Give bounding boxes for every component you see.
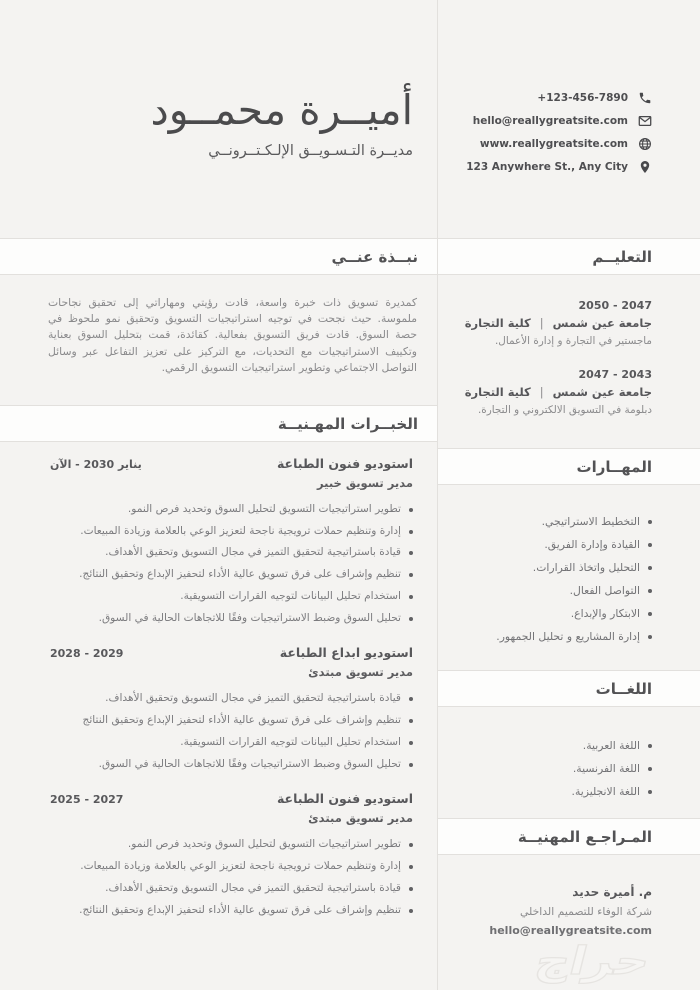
job-bullet bbox=[50, 736, 413, 750]
reference-name: م. أميرة حديد bbox=[572, 885, 652, 899]
contact-value: www.reallygreatsite.com bbox=[479, 137, 628, 150]
job-bullet-text: تحليل السوق وضبط الاستراتيجيات وفقًا للاتجاهات الحالية في السوق. bbox=[98, 757, 401, 770]
bullet-dot bbox=[409, 551, 413, 555]
contact-row bbox=[448, 159, 652, 174]
language-item bbox=[446, 785, 652, 799]
skill-item bbox=[446, 515, 652, 529]
skills-section-header bbox=[438, 448, 700, 485]
language-item-text: اللغة الفرنسية. bbox=[572, 762, 640, 776]
languages-list bbox=[438, 707, 700, 818]
skill-item-text: إدارة المشاريع و تحليل الجمهور. bbox=[496, 630, 640, 644]
bullet-dot bbox=[409, 719, 413, 723]
languages-section-header bbox=[438, 670, 700, 707]
job-bullet-text: استخدام تحليل البيانات لتوجيه القرارات التسويقية. bbox=[180, 589, 401, 602]
job-bullet bbox=[50, 612, 413, 626]
job-bullet bbox=[50, 860, 413, 874]
contact-value: +123-456-7890 bbox=[537, 91, 628, 104]
job-entry bbox=[50, 645, 413, 771]
education-entry bbox=[446, 368, 652, 418]
person-name: أميــرة محمــود bbox=[150, 86, 413, 134]
about-section bbox=[0, 275, 437, 405]
company-name: استوديو فنون الطباعة bbox=[276, 791, 413, 807]
bullet-dot bbox=[409, 865, 413, 869]
job-identity bbox=[280, 645, 413, 679]
job-bullet bbox=[50, 590, 413, 604]
pipe-divider: | bbox=[539, 384, 544, 399]
job-header bbox=[50, 645, 413, 679]
job-bullet-text: تنظيم وإشراف على فرق تسويق عالية الأداء لتحفيز الإبداع وتحقيق النتائج. bbox=[79, 903, 401, 916]
pipe-divider: | bbox=[539, 316, 544, 330]
contact-row bbox=[448, 136, 652, 151]
school-name: جامعة عين شمس bbox=[552, 384, 652, 399]
language-item-text: اللغة العربية. bbox=[582, 739, 640, 752]
references-section-header bbox=[438, 818, 700, 855]
job-bullet-text: تطوير استراتيجيات التسويق لتحليل السوق وتحديد فرص النمو. bbox=[127, 502, 401, 515]
job-bullet-text: تنظيم وإشراف على فرق تسويق عالية الأداء لتحفيز الإبداع وتحقيق النتائج bbox=[82, 714, 401, 727]
education-heading: التعليــم bbox=[592, 247, 652, 266]
skill-item-text: الابتكار والإبداع. bbox=[570, 607, 640, 621]
bullet-dot bbox=[409, 843, 413, 847]
education-school-line bbox=[446, 316, 652, 330]
contact-row bbox=[448, 113, 652, 128]
bullet-dot bbox=[648, 744, 652, 748]
company-name: استوديو فنون الطباعة bbox=[276, 456, 413, 471]
job-period: 2028 - 2029 bbox=[50, 647, 124, 661]
person-job-title: مديــرة التـسـويــق الإلـكـتــرونــي bbox=[208, 143, 413, 160]
job-period: يناير 2030 - الآن bbox=[50, 458, 142, 471]
job-bullet bbox=[50, 758, 413, 772]
bullet-dot bbox=[409, 530, 413, 534]
job-bullet bbox=[50, 525, 413, 539]
job-bullet-text: استخدام تحليل البيانات لتوجيه القرارات التسويقية. bbox=[180, 735, 401, 748]
education-entries bbox=[438, 275, 700, 448]
job-bullet-text: قيادة باستراتيجية لتحقيق التميز في مجال التسويق وتحقيق الأهداف. bbox=[105, 546, 401, 559]
bullet-dot bbox=[409, 573, 413, 577]
job-bullet bbox=[50, 546, 413, 560]
skill-item bbox=[446, 538, 652, 552]
job-bullet bbox=[50, 692, 413, 706]
faculty-name: كلية التجارة bbox=[464, 316, 531, 330]
education-section-header bbox=[438, 238, 700, 275]
contact-info-block bbox=[438, 0, 700, 238]
bullet-dot bbox=[409, 909, 413, 913]
job-bullet-text: تحليل السوق وضبط الاستراتيجيات وفقًا للاتجاهات الحالية في السوق. bbox=[98, 611, 401, 624]
job-bullet bbox=[50, 882, 413, 896]
skill-item bbox=[446, 630, 652, 644]
bullet-dot bbox=[648, 543, 652, 547]
bullet-dot bbox=[409, 697, 413, 701]
skill-item bbox=[446, 607, 652, 621]
contact-value: hello@reallygreatsite.com bbox=[472, 114, 628, 127]
job-bullet-text: قيادة باستراتيجية لتحقيق التميز في مجال التسويق وتحقيق الأهداف. bbox=[105, 881, 401, 894]
experience-entries bbox=[0, 442, 437, 917]
bullet-dot bbox=[648, 520, 652, 524]
education-school-line bbox=[446, 385, 652, 399]
job-bullets bbox=[50, 503, 413, 626]
languages-heading: اللغــات bbox=[595, 679, 652, 698]
job-role: مدير تسويق مبتدئ bbox=[308, 665, 413, 680]
location-icon bbox=[637, 159, 652, 174]
bullet-dot bbox=[409, 595, 413, 599]
skill-item-text: القيادة وإدارة الفريق. bbox=[544, 538, 640, 552]
reference-entry bbox=[438, 855, 700, 937]
bullet-dot bbox=[409, 741, 413, 745]
job-bullets bbox=[50, 838, 413, 917]
education-degree: ماجستير في التجارة و إدارة الأعمال. bbox=[494, 335, 652, 347]
language-item bbox=[446, 762, 652, 776]
job-bullet bbox=[50, 503, 413, 517]
company-name: استوديو ابداع الطباعة bbox=[279, 645, 413, 661]
email-icon bbox=[637, 113, 652, 128]
phone-icon bbox=[637, 90, 652, 105]
skills-list bbox=[438, 485, 700, 670]
bullet-dot bbox=[648, 612, 652, 616]
sidebar-column bbox=[437, 0, 700, 990]
job-role: مدير تسويق خبير bbox=[317, 475, 413, 490]
job-bullet-text: قيادة باستراتيجية لتحقيق التميز في مجال التسويق وتحقيق الأهداف. bbox=[105, 692, 401, 705]
job-bullet bbox=[50, 838, 413, 852]
skill-item-text: التواصل الفعال. bbox=[569, 584, 640, 598]
bullet-dot bbox=[409, 763, 413, 767]
job-identity bbox=[277, 456, 413, 490]
language-item-text: اللغة الانجليزية. bbox=[571, 785, 640, 799]
education-period: 2050 - 2047 bbox=[578, 299, 652, 312]
website-icon bbox=[637, 136, 652, 151]
job-entry bbox=[50, 791, 413, 917]
skill-item-text: التحليل واتخاذ القرارات. bbox=[532, 561, 640, 575]
reference-company: شركة الوفاء للتصميم الداخلي bbox=[520, 905, 652, 918]
education-degree: دبلومة في التسويق الالكتروني و التجارة. bbox=[478, 403, 652, 416]
job-bullet-text: تنظيم وإشراف على فرق تسويق عالية الأداء لتحفيز الإبداع وتحقيق النتائج. bbox=[79, 568, 401, 581]
job-entry bbox=[50, 456, 413, 625]
job-identity bbox=[277, 791, 413, 825]
about-text: كمديرة تسويق ذات خبرة واسعة، قادت رؤيتي ومهاراتي إلى تحقيق نجاحات ملموسة. حيث نجحت في توجيه استراتيجيات التسويق وتحقيق نمو ملحوظ في حصة السوق. قادت فريق التسويق بفعالية. كقائدة، قمت بتحليل السوق بعناية وتكييف الاستراتيجيات مع التحديات، مع التركيز على تعزيز التفاعل عبر وسائل التواصل الاجتماعي وتطوير استراتيجيات التسويق الرقمي. bbox=[48, 296, 417, 374]
job-header bbox=[50, 791, 413, 825]
school-name: جامعة عين شمس bbox=[552, 316, 652, 330]
references-heading: المـراجـع المهنيــة bbox=[517, 827, 652, 846]
skill-item bbox=[446, 584, 652, 598]
bullet-dot bbox=[648, 589, 652, 593]
experience-heading: الخبــرات المهـنيــة bbox=[277, 414, 418, 433]
contact-row bbox=[448, 90, 652, 105]
job-bullets bbox=[50, 692, 413, 771]
faculty-name: كلية التجارة bbox=[464, 384, 531, 399]
bullet-dot bbox=[409, 887, 413, 891]
skills-heading: المهــارات bbox=[576, 457, 652, 476]
job-period: 2025 - 2027 bbox=[50, 793, 124, 807]
reference-email: hello@reallygreatsite.com bbox=[489, 924, 652, 937]
job-bullet bbox=[50, 904, 413, 918]
bullet-dot bbox=[648, 635, 652, 639]
job-header bbox=[50, 456, 413, 490]
bullet-dot bbox=[409, 508, 413, 512]
job-bullet bbox=[50, 714, 413, 728]
education-period: 2047 - 2043 bbox=[578, 367, 652, 381]
job-bullet-text: إدارة وتنظيم حملات ترويجية ناجحة لتعزيز الوعي بالعلامة وزيادة المبيعات. bbox=[80, 860, 401, 873]
education-entry bbox=[446, 299, 652, 349]
job-role: مدير تسويق مبتدئ bbox=[308, 811, 413, 826]
job-bullet bbox=[50, 568, 413, 582]
about-heading: نبــذة عنــي bbox=[331, 247, 418, 266]
skill-item bbox=[446, 561, 652, 575]
skill-item-text: التخطيط الاستراتيجي. bbox=[541, 515, 640, 528]
identity-block bbox=[0, 0, 437, 238]
job-bullet-text: إدارة وتنظيم حملات ترويجية ناجحة لتعزيز الوعي بالعلامة وزيادة المبيعات. bbox=[80, 524, 401, 537]
job-bullet-text: تطوير استراتيجيات التسويق لتحليل السوق وتحديد فرص النمو. bbox=[127, 838, 401, 851]
contact-value: 123 Anywhere St., Any City bbox=[466, 160, 628, 173]
bullet-dot bbox=[648, 790, 652, 794]
bullet-dot bbox=[648, 566, 652, 570]
about-section-header bbox=[0, 238, 437, 275]
bullet-dot bbox=[409, 617, 413, 621]
experience-section-header bbox=[0, 405, 437, 442]
watermark: حراج bbox=[530, 938, 656, 985]
bullet-dot bbox=[648, 767, 652, 771]
language-item bbox=[446, 739, 652, 753]
